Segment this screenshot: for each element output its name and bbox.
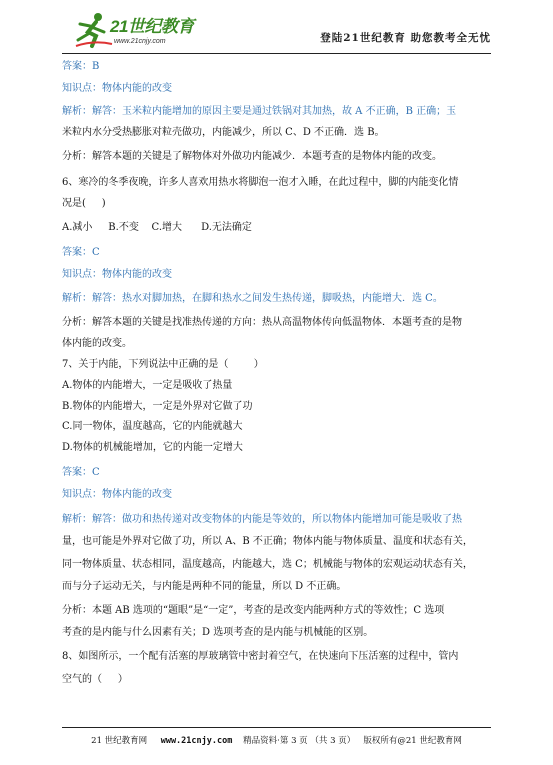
text-line: B.物体的内能增大，一定是外界对它做了功: [62, 401, 253, 412]
text-line: 6、寒冷的冬季夜晚，许多人喜欢用热水将脚泡一泡才入睡，在此过程中，脚的内能变化情: [62, 177, 459, 188]
footer-copyright: 版权所有@21 世纪教育网: [363, 736, 462, 746]
text-line: 分析：解答本题的关键是找准热传递的方向：热从高温物体传向低温物体．本题考查的是物: [62, 317, 462, 328]
text-line: 解析：解答：做功和热传递对改变物体的内能是等效的，所以物体内能增加可能是吸收了热: [62, 514, 462, 525]
footer-url[interactable]: www.21cnjy.com: [160, 736, 233, 746]
text-line: 空气的（ ）: [62, 674, 128, 685]
site-logo: [74, 10, 194, 50]
text-line: 米粒内水分受热膨胀对粒壳做功，内能减少，所以 C、D 不正确．选 B。: [62, 127, 385, 138]
runner-logo-icon: [74, 10, 114, 50]
logo-url: www.21cnjy.com: [114, 38, 166, 45]
text-line: 8、如图所示，一个配有活塞的厚玻璃管中密封着空气，在快速向下压活塞的过程中，管内: [62, 651, 459, 662]
text-line: 答案：B: [62, 61, 100, 72]
footer-page-info: 精品资料·第 3 页 （共 3 页）: [243, 736, 356, 746]
text-line: 分析：本题 AB 选项的“题眼”是“一定”，考查的是改变内能两种方式的等效性；C 选项: [62, 605, 445, 616]
text-line: 答案：C: [62, 247, 100, 258]
text-line: 同一物体质量、状态相同，温度越高，内能越大，选 C；机械能与物体的宏观运动状态有关，: [62, 559, 473, 570]
page-footer: [62, 734, 491, 746]
logo-text: 21世纪教育: [110, 17, 194, 36]
text-line: 解析：解答：热水对脚加热，在脚和热水之间发生热传递，脚吸热，内能增大．选 C。: [62, 293, 443, 304]
header-divider: [62, 53, 491, 54]
text-line: 分析：解答本题的关键是了解物体对外做功内能减少．本题考查的是物体内能的改变。: [62, 151, 442, 162]
text-line: 解析：解答：玉米粒内能增加的原因主要是通过铁锅对其加热，故 A 不正确，B 正确；玉: [62, 106, 457, 117]
footer-site-name: 21 世纪教育网: [91, 736, 148, 746]
text-line: 知识点：物体内能的改变: [62, 489, 172, 500]
footer-divider: [62, 727, 491, 728]
text-line: 体内能的改变。: [62, 338, 132, 349]
header-slogan: 登陆21世纪教育 助您教考全无忧: [320, 32, 491, 44]
text-line: A.减小 B.不变 C.增大 D.无法确定: [62, 222, 252, 233]
text-line: 量，也可能是外界对它做了功，所以 A、B 不正确；物体内能与物体质量、温度和状态有关，: [62, 536, 473, 547]
text-line: 知识点：物体内能的改变: [62, 83, 172, 94]
text-line: 答案：C: [62, 467, 100, 478]
text-line: 而与分子运动无关，与内能是两种不同的能量，所以 D 不正确。: [62, 581, 347, 592]
text-line: 况是( ): [62, 198, 106, 209]
text-line: 考查的是内能与什么因素有关；D 选项考查的是内能与机械能的区别。: [62, 627, 374, 638]
text-line: D.物体的机械能增加，它的内能一定增大: [62, 442, 243, 453]
page-header: [62, 8, 491, 52]
text-line: C.同一物体，温度越高，它的内能就越大: [62, 421, 243, 432]
text-line: 7、关于内能，下列说法中正确的是（ ）: [62, 359, 264, 370]
text-line: 知识点：物体内能的改变: [62, 269, 172, 280]
text-line: A.物体的内能增大，一定是吸收了热量: [62, 380, 233, 391]
